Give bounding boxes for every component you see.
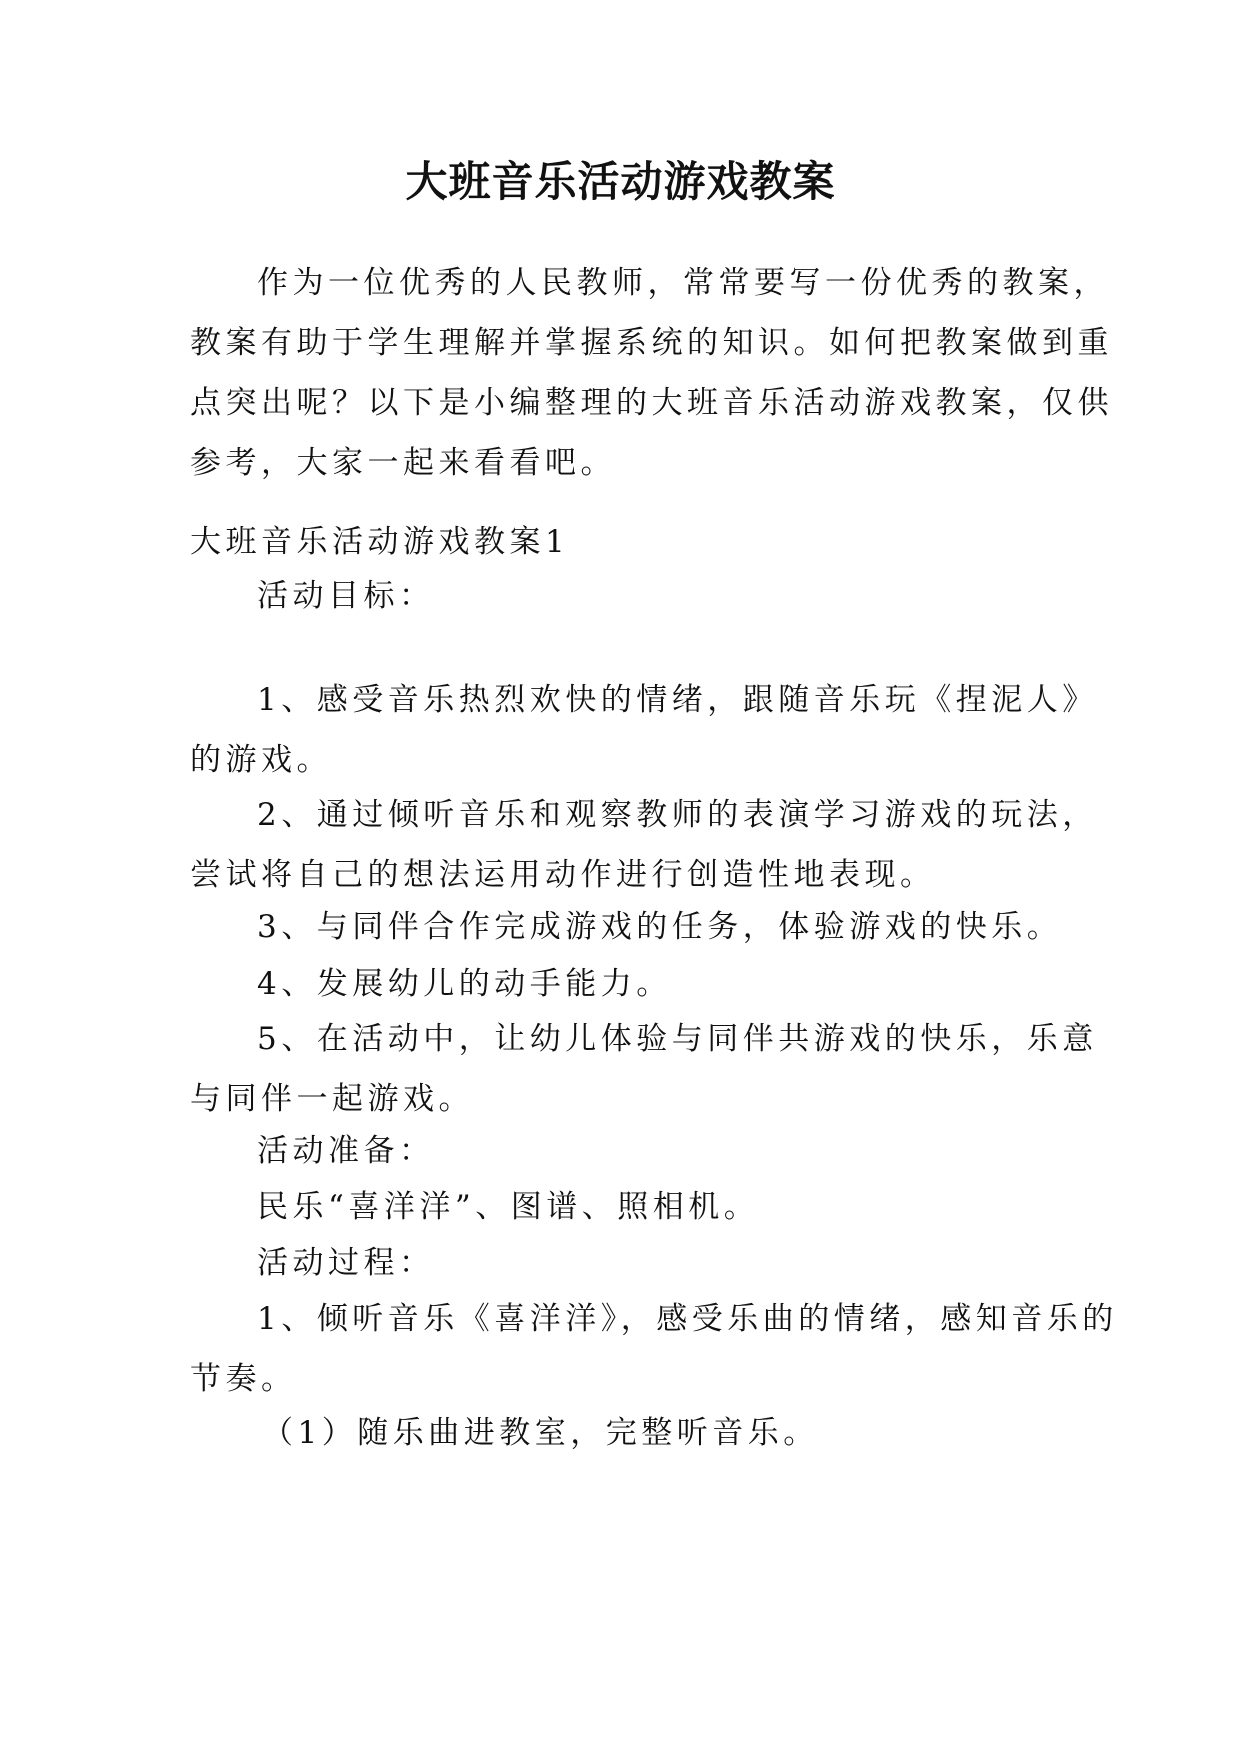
goal-5: 5、在活动中，让幼儿体验与同伴共游戏的快乐，乐意 与同伴一起游戏。 [190, 1021, 1098, 1117]
goal-2: 2、通过倾听音乐和观察教师的表演学习游戏的玩法， 尝试将自己的想法运用动作进行创造性地表现。 [190, 797, 1098, 893]
prep-text: 民乐“喜洋洋”、图谱、照相机。 [257, 1189, 760, 1225]
prep-heading: 活动准备： [257, 1133, 435, 1169]
intro-line: 作为一位优秀的人民教师，常常要写一份优秀的教案， [257, 265, 1109, 301]
goal-4: 4、发展幼儿的动手能力。 [257, 966, 672, 1002]
process-step-1-sub: （1）随乐曲进教室，完整听音乐。 [262, 1415, 819, 1451]
goal-1: 1、感受音乐热烈欢快的情绪，跟随音乐玩《捏泥人》 的游戏。 [190, 682, 1098, 778]
intro-line: 教案有助于学生理解并掌握系统的知识。如何把教案做到重 [190, 325, 1113, 361]
section-heading: 大班音乐活动游戏教案1 [190, 524, 570, 560]
document-title: 大班音乐活动游戏教案 [405, 157, 836, 206]
process-heading: 活动过程： [257, 1245, 435, 1281]
process-step-1: 1、倾听音乐《喜洋洋》，感受乐曲的情绪，感知音乐的 节奏。 [190, 1301, 1118, 1397]
goals-heading: 活动目标： [257, 578, 435, 614]
goal-3: 3、与同伴合作完成游戏的任务，体验游戏的快乐。 [257, 909, 1063, 945]
intro-line: 点突出呢？以下是小编整理的大班音乐活动游戏教案，仅供 [190, 385, 1113, 421]
intro-line: 参考，大家一起来看看吧。 [190, 445, 616, 481]
intro-paragraph [190, 253, 1113, 493]
